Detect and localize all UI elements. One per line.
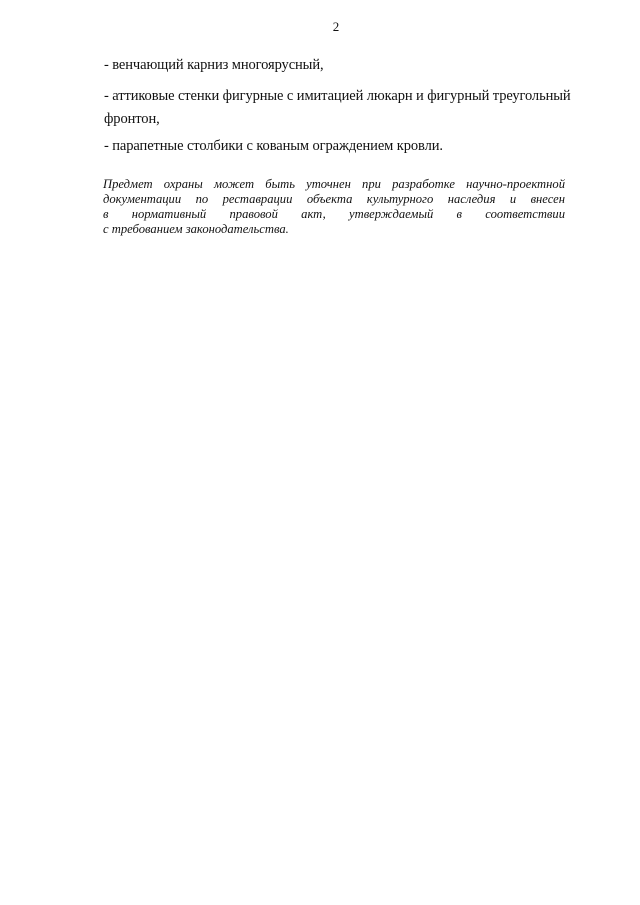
list-item-continuation: фронтон, (104, 111, 160, 127)
list-item: - венчающий карниз многоярусный, (104, 57, 324, 73)
note-line: с требованием законодательства. (103, 222, 289, 236)
note-line: документации по реставрации объекта культурного наследия и внесен (103, 192, 565, 206)
list-item: - аттиковые стенки фигурные с имитацией люкарн и фигурный треугольный (104, 88, 571, 104)
list-item: - парапетные столбики с кованым ограждением кровли. (104, 138, 443, 154)
page-number: 2 (332, 19, 340, 34)
note-line: в нормативный правовой акт, утверждаемый в соответствии (103, 207, 565, 221)
protection-note (103, 177, 565, 237)
note-line: Предмет охраны может быть уточнен при разработке научно-проектной (103, 177, 565, 191)
